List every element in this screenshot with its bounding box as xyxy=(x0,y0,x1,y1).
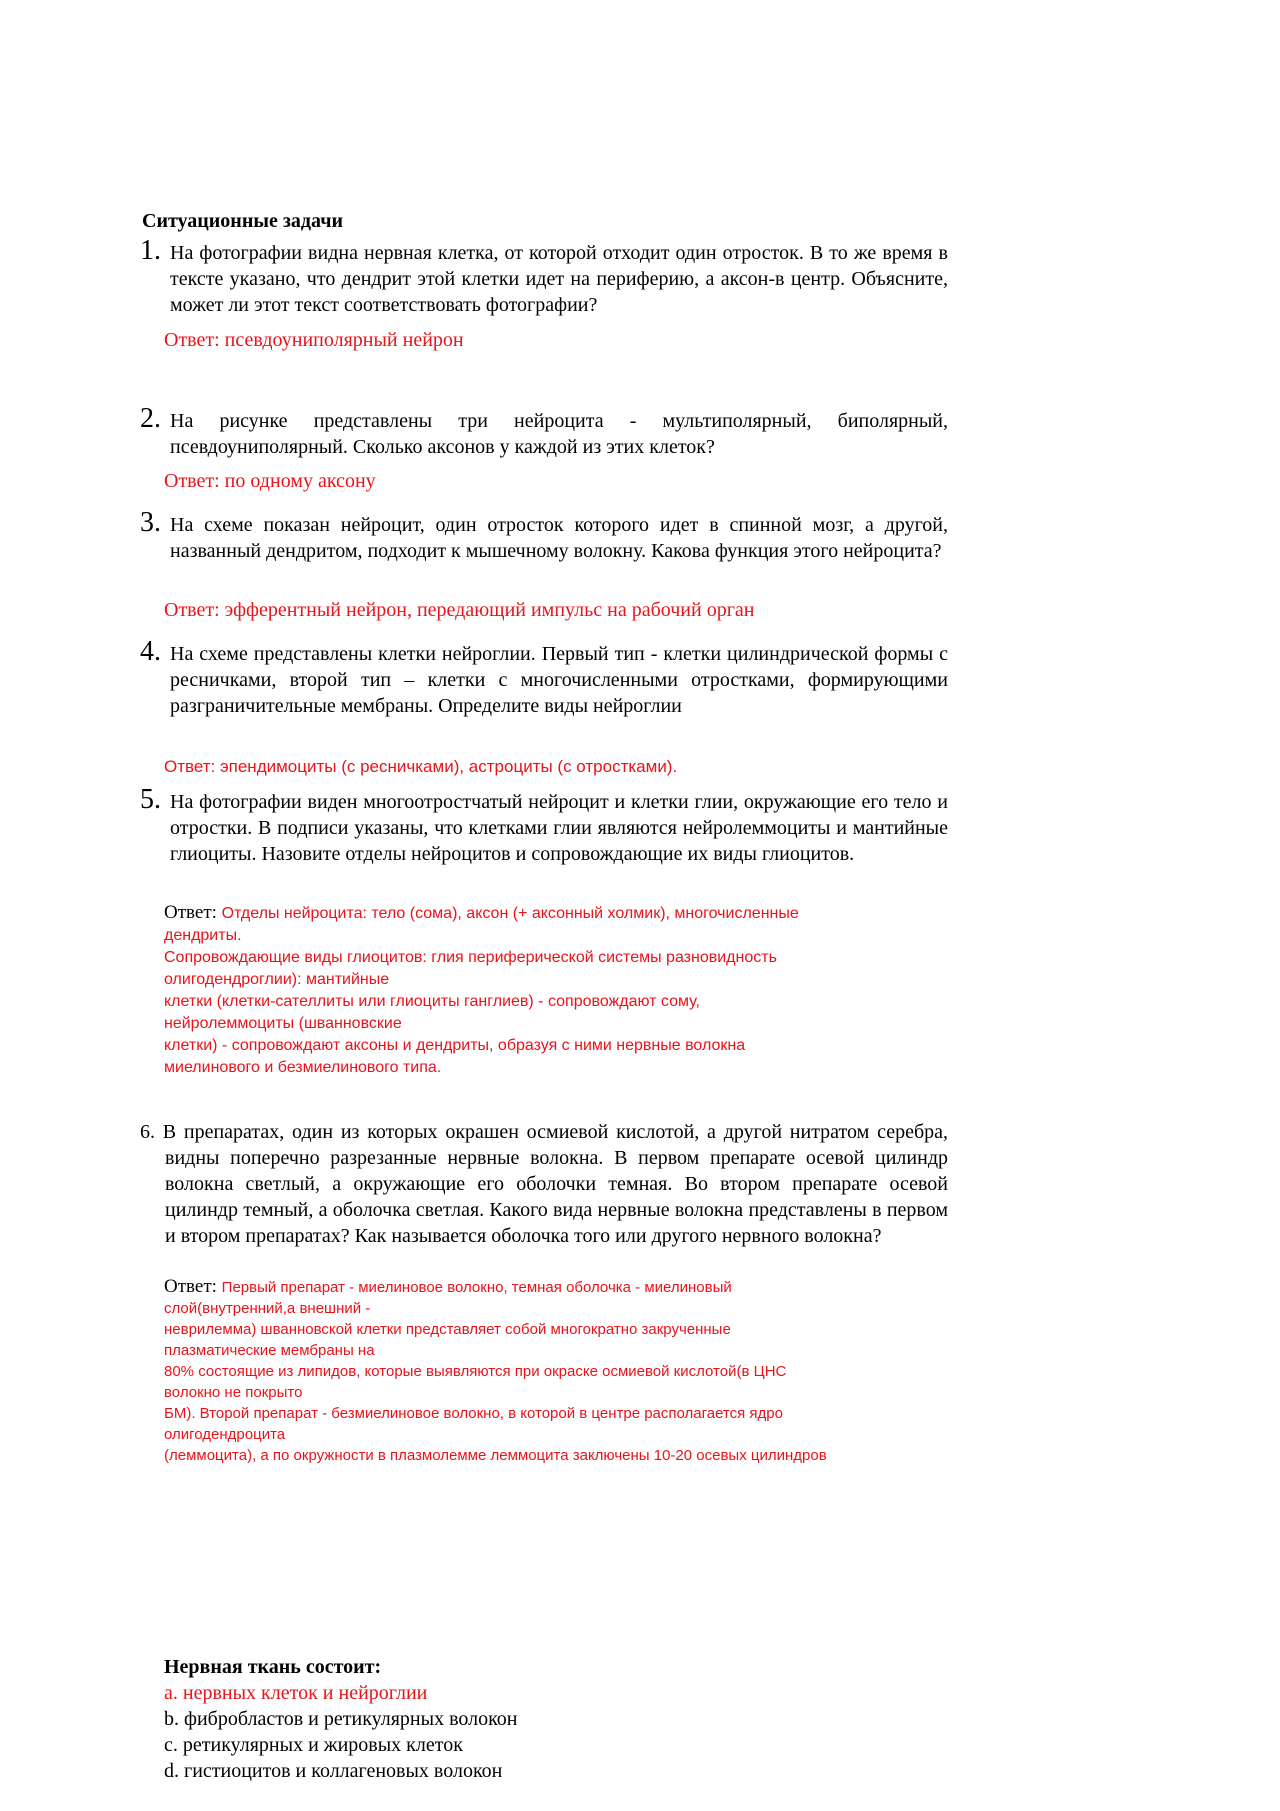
quiz-option-c[interactable]: c. ретикулярных и жировых клеток xyxy=(164,1734,463,1756)
task-5-answer xyxy=(164,902,944,1079)
task-6-answer-line: волокно не покрыто xyxy=(164,1384,303,1401)
task-6-answer-line: плазматические мембраны на xyxy=(164,1342,375,1359)
quiz-option-b[interactable]: b. фибробластов и ретикулярных волокон xyxy=(164,1708,518,1730)
task-6-answer-line: 80% состоящие из липидов, которые выявляются при окраске осмиевой кислотой(в ЦНС xyxy=(164,1363,787,1380)
task-6-answer-line: неврилемма) шванновской клетки представляет собой многократно закрученные xyxy=(164,1321,731,1338)
task-6-answer-line: (леммоцита), а по окружности в плазмолемме леммоцита заключены 10-20 осевых цилиндров xyxy=(164,1447,827,1464)
task-1-text: На фотографии видна нервная клетка, от которой отходит один отросток. В то же время в тексте указано, что дендрит этой клетки идет на периферию, а аксон-в центр. Объясните, может ли этот текст соответствовать фотографии? xyxy=(170,242,948,316)
task-5-answer-line: Ответ: Отделы нейроцита: тело (сома), аксон (+ аксонный холмик), многочисленные xyxy=(164,902,799,923)
task-5-answer-line: дендриты. xyxy=(164,927,242,944)
task-6-answer-line: слой(внутренний,а внешний - xyxy=(164,1300,371,1317)
task-5-answer-line: клетки (клетки-сателлиты или глиоциты ганглиев) - сопровождают сому, xyxy=(164,993,700,1010)
task-2-text: На рисунке представлены три нейроцита - мультиполярный, биполярный, псевдоуниполярный. Сколько аксонов у каждой из этих клеток? xyxy=(170,410,948,458)
task-5-answer-line: олигодендроглии): мантийные xyxy=(164,971,390,988)
task-4-answer: Ответ: эпендимоциты (с ресничками), астроциты (с отростками). xyxy=(164,757,678,776)
task-6-answer-line: БМ). Второй препарат - безмиелиновое волокно, в которой в центре располагается ядро xyxy=(164,1405,783,1422)
task-5 xyxy=(140,784,948,867)
task-5-text: На фотографии виден многоотростчатый нейроцит и клетки глии, окружающие его тело и отростки. В подписи указаны, что клетками глии являются нейролеммоциты и мантийные глиоциты. Назовите отделы нейроцитов и сопровождающие их виды глиоцитов. xyxy=(170,791,948,865)
task-6-answer-line: Ответ: Первый препарат - миелиновое волокно, темная оболочка - миелиновый xyxy=(164,1276,732,1297)
quiz-option-d[interactable]: d. гистиоцитов и коллагеновых волокон xyxy=(164,1760,503,1782)
task-1-number: 1. xyxy=(140,235,161,266)
task-5-answer-line: Сопровождающие виды глиоцитов: глия периферической системы разновидность xyxy=(164,949,777,966)
task-5-number: 5. xyxy=(140,784,161,815)
task-3-number: 3. xyxy=(140,507,161,538)
task-3-answer: Ответ: эфферентный нейрон, передающий импульс на рабочий орган xyxy=(164,599,755,621)
task-4-text: На схеме представлены клетки нейроглии. Первый тип - клетки цилиндрической формы с ресничками, второй тип – клетки с многочисленными отростками, формирующими разграничительные мембраны. Определите виды нейроглии xyxy=(170,643,948,717)
task-6-number: 6. xyxy=(140,1121,155,1143)
task-2 xyxy=(140,403,948,460)
section-title: Ситуационные задачи xyxy=(142,210,344,232)
task-3-text: На схеме показан нейроцит, один отросток которого идет в спинной мозг, а другой, названный дендритом, подходит к мышечному волокну. Какова функция этого нейроцита? xyxy=(170,514,948,562)
task-6 xyxy=(140,1119,948,1249)
quiz-question: Нервная ткань состоит: xyxy=(164,1656,382,1678)
task-5-answer-line: миелинового и безмиелинового типа. xyxy=(164,1059,442,1076)
task-4-number: 4. xyxy=(140,636,161,667)
quiz-option-a[interactable]: a. нервных клеток и нейроглии xyxy=(164,1682,428,1704)
task-6-answer xyxy=(164,1276,944,1466)
task-5-answer-line: клетки) - сопровождают аксоны и дендриты, образуя с ними нервные волокна xyxy=(164,1037,746,1054)
task-3 xyxy=(140,507,948,564)
task-4 xyxy=(140,636,948,719)
task-2-answer: Ответ: по одному аксону xyxy=(164,470,376,492)
task-6-text: 6. В препаратах, один из которых окрашен осмиевой кислотой, а другой нитратом серебра, видны поперечно разрезанные нервные волокна. В первом препарате осевой цилиндр волокна светлый, а окружающие его оболочки темная. Во втором препарате осевой цилиндр темный, а оболочка светлая. Какого вида нервные волокна представлены в первом и втором препаратах? Как называется оболочка того или другого нервного волокна? xyxy=(140,1121,949,1247)
task-1 xyxy=(140,235,948,318)
task-2-number: 2. xyxy=(140,403,161,434)
task-1-answer: Ответ: псевдоуниполярный нейрон xyxy=(164,329,464,351)
task-5-answer-line: нейролеммоциты (шванновские xyxy=(164,1015,402,1032)
task-6-answer-line: олигодендроцита xyxy=(164,1426,286,1443)
